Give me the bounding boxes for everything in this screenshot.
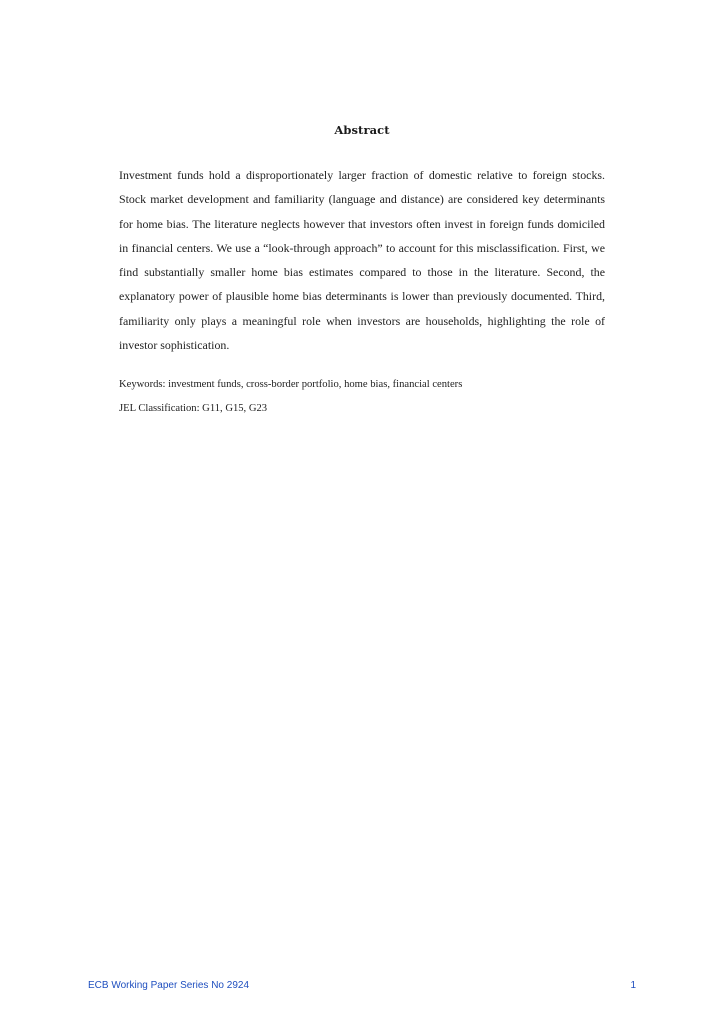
abstract-text: Investment funds hold a disproportionately larger fraction of domestic relative to foreign stocks. Stock market development and familiarity (language and distance) are considered key determinants for home bias. The literature neglects however that investors often invest in foreign funds domiciled in financial centers. We use a “look-through approach” to account for this misclassification. First, we find substantially smaller home bias estimates compared to those in the literature. Second, the explanatory power of plausible home bias determinants is lower than previously documented. Third, familiarity only plays a meaningful role when investors are households, highlighting the role of investor sophistication. <box>119 168 605 353</box>
footer-series-title: ECB Working Paper Series No 2924 <box>88 980 250 991</box>
abstract-heading: Abstract <box>334 123 390 137</box>
jel-classification: JEL Classification: G11, G15, G23 <box>119 403 268 414</box>
footer-page-number: 1 <box>630 980 636 991</box>
keywords-line: Keywords: investment funds, cross-border portfolio, home bias, financial centers <box>119 379 463 390</box>
